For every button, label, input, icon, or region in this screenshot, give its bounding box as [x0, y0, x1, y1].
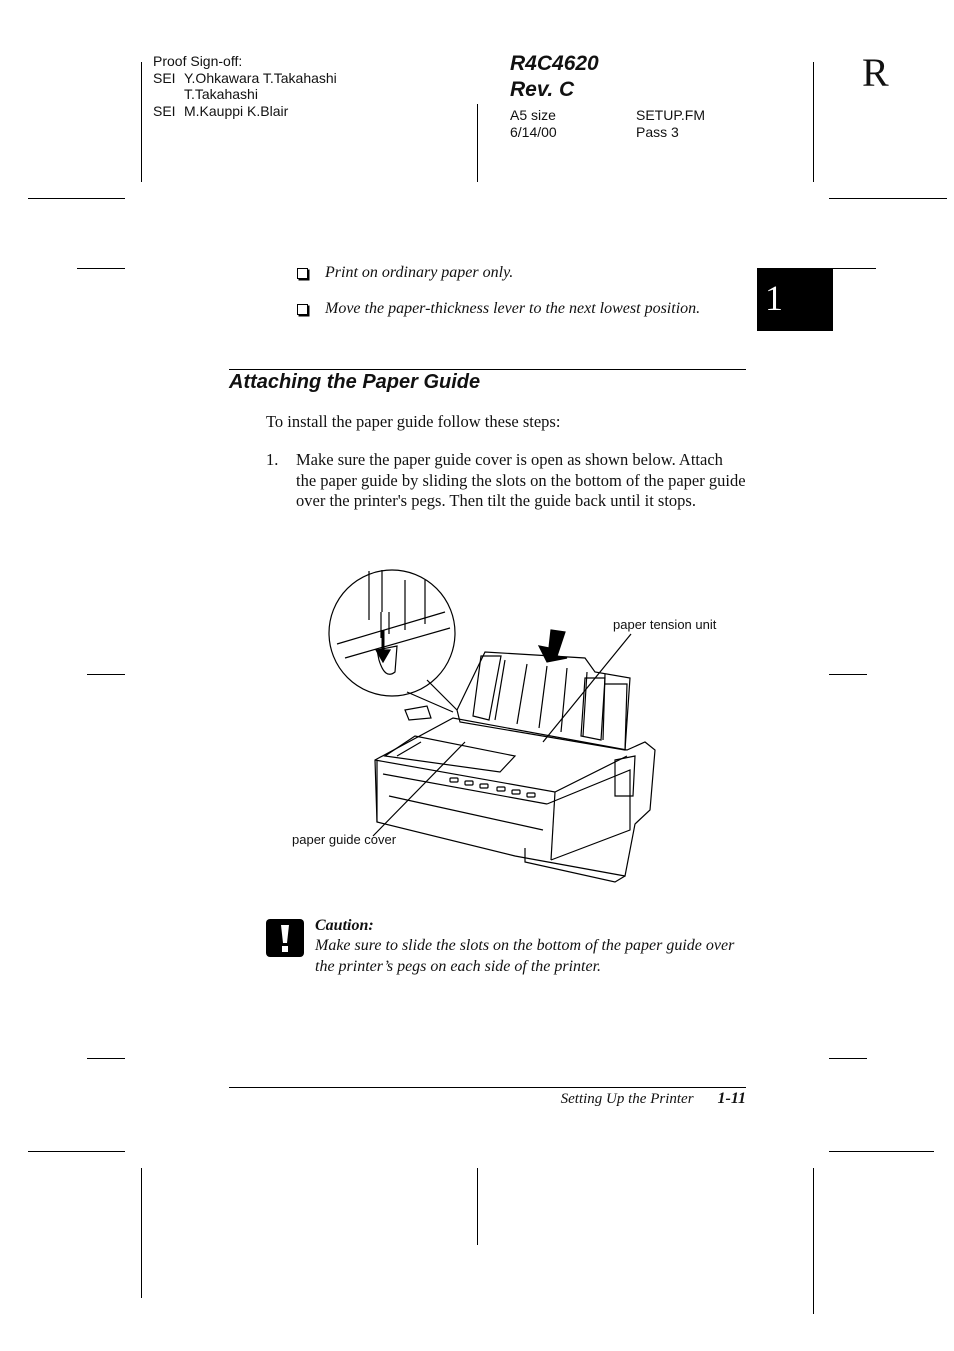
checkbox-bullet-icon: [297, 268, 308, 279]
crop-mark: [829, 268, 876, 269]
crop-mark: [829, 1058, 867, 1059]
crop-mark: [141, 62, 142, 182]
crop-mark: [77, 268, 125, 269]
crop-mark: [829, 674, 867, 675]
caution-text: Make sure to slide the slots on the bottom of the paper guide over the printer’s pegs on each side of the printer.: [315, 937, 735, 975]
footer-page-number: 1-11: [717, 1090, 746, 1107]
sign-row: [153, 70, 337, 87]
list-item: [297, 300, 700, 318]
crop-mark: [87, 674, 125, 675]
step-number: 1.: [266, 450, 279, 469]
sign-names: Y.Ohkawara T.Takahashi: [184, 69, 337, 86]
proof-title: Proof Sign-off:: [153, 53, 243, 69]
crop-mark: [829, 1151, 934, 1152]
doc-code: R4C4620: [510, 52, 599, 75]
chapter-tab: [757, 268, 833, 331]
footer: [400, 1090, 746, 1108]
caution-title: Caution:: [315, 917, 374, 934]
footer-rule: [229, 1087, 746, 1088]
sign-row: [153, 86, 337, 103]
list-item: [297, 264, 513, 282]
crop-mark: [477, 1168, 478, 1245]
crop-mark: [477, 104, 478, 182]
doc-date: 6/14/00: [510, 123, 557, 140]
bullet-text: Print on ordinary paper only.: [325, 264, 514, 281]
crop-mark: [28, 1151, 125, 1152]
section-rule: [229, 369, 746, 370]
sign-org: SEI: [153, 102, 176, 119]
sign-org: [153, 86, 184, 103]
label-paper-tension-unit: paper tension unit: [613, 617, 717, 632]
crop-mark: [141, 1168, 142, 1298]
corner-mark: R: [862, 50, 889, 95]
crop-mark: [813, 1168, 814, 1314]
doc-file: SETUP.FM: [636, 107, 705, 123]
sign-org: SEI: [153, 69, 176, 86]
doc-meta-row: [510, 107, 800, 124]
doc-info: [510, 51, 800, 140]
caution-block: [315, 917, 747, 977]
sign-names: T.Takahashi: [184, 86, 258, 102]
label-paper-guide-cover: paper guide cover: [292, 832, 397, 847]
caution-icon: [266, 919, 304, 957]
crop-mark: [813, 62, 814, 182]
crop-mark: [28, 198, 125, 199]
step-item: [266, 450, 746, 512]
sign-names: M.Kauppi K.Blair: [184, 102, 289, 119]
doc-revision: Rev. C: [510, 78, 575, 101]
proof-signoff: [153, 53, 337, 119]
checkbox-bullet-icon: [297, 304, 308, 315]
sign-row: [153, 103, 337, 120]
chapter-number: 1: [765, 278, 783, 318]
bullet-text: Move the paper-thickness lever to the next lowest position.: [325, 300, 701, 317]
detail-circle: [329, 570, 455, 696]
footer-chapter: Setting Up the Printer: [560, 1091, 694, 1107]
doc-pass: Pass 3: [636, 123, 679, 140]
doc-meta-row: [510, 124, 800, 141]
step-text: Make sure the paper guide cover is open as shown below. Attach the paper guide by sliding the slots on the bottom of the paper guide over the printer's pegs. Then tilt the guide back until it stops.: [296, 450, 746, 510]
section-title: Attaching the Paper Guide: [229, 371, 481, 393]
doc-size: A5 size: [510, 107, 556, 123]
section-intro: To install the paper guide follow these steps:: [266, 412, 561, 431]
crop-mark: [829, 198, 947, 199]
crop-mark: [87, 1058, 125, 1059]
